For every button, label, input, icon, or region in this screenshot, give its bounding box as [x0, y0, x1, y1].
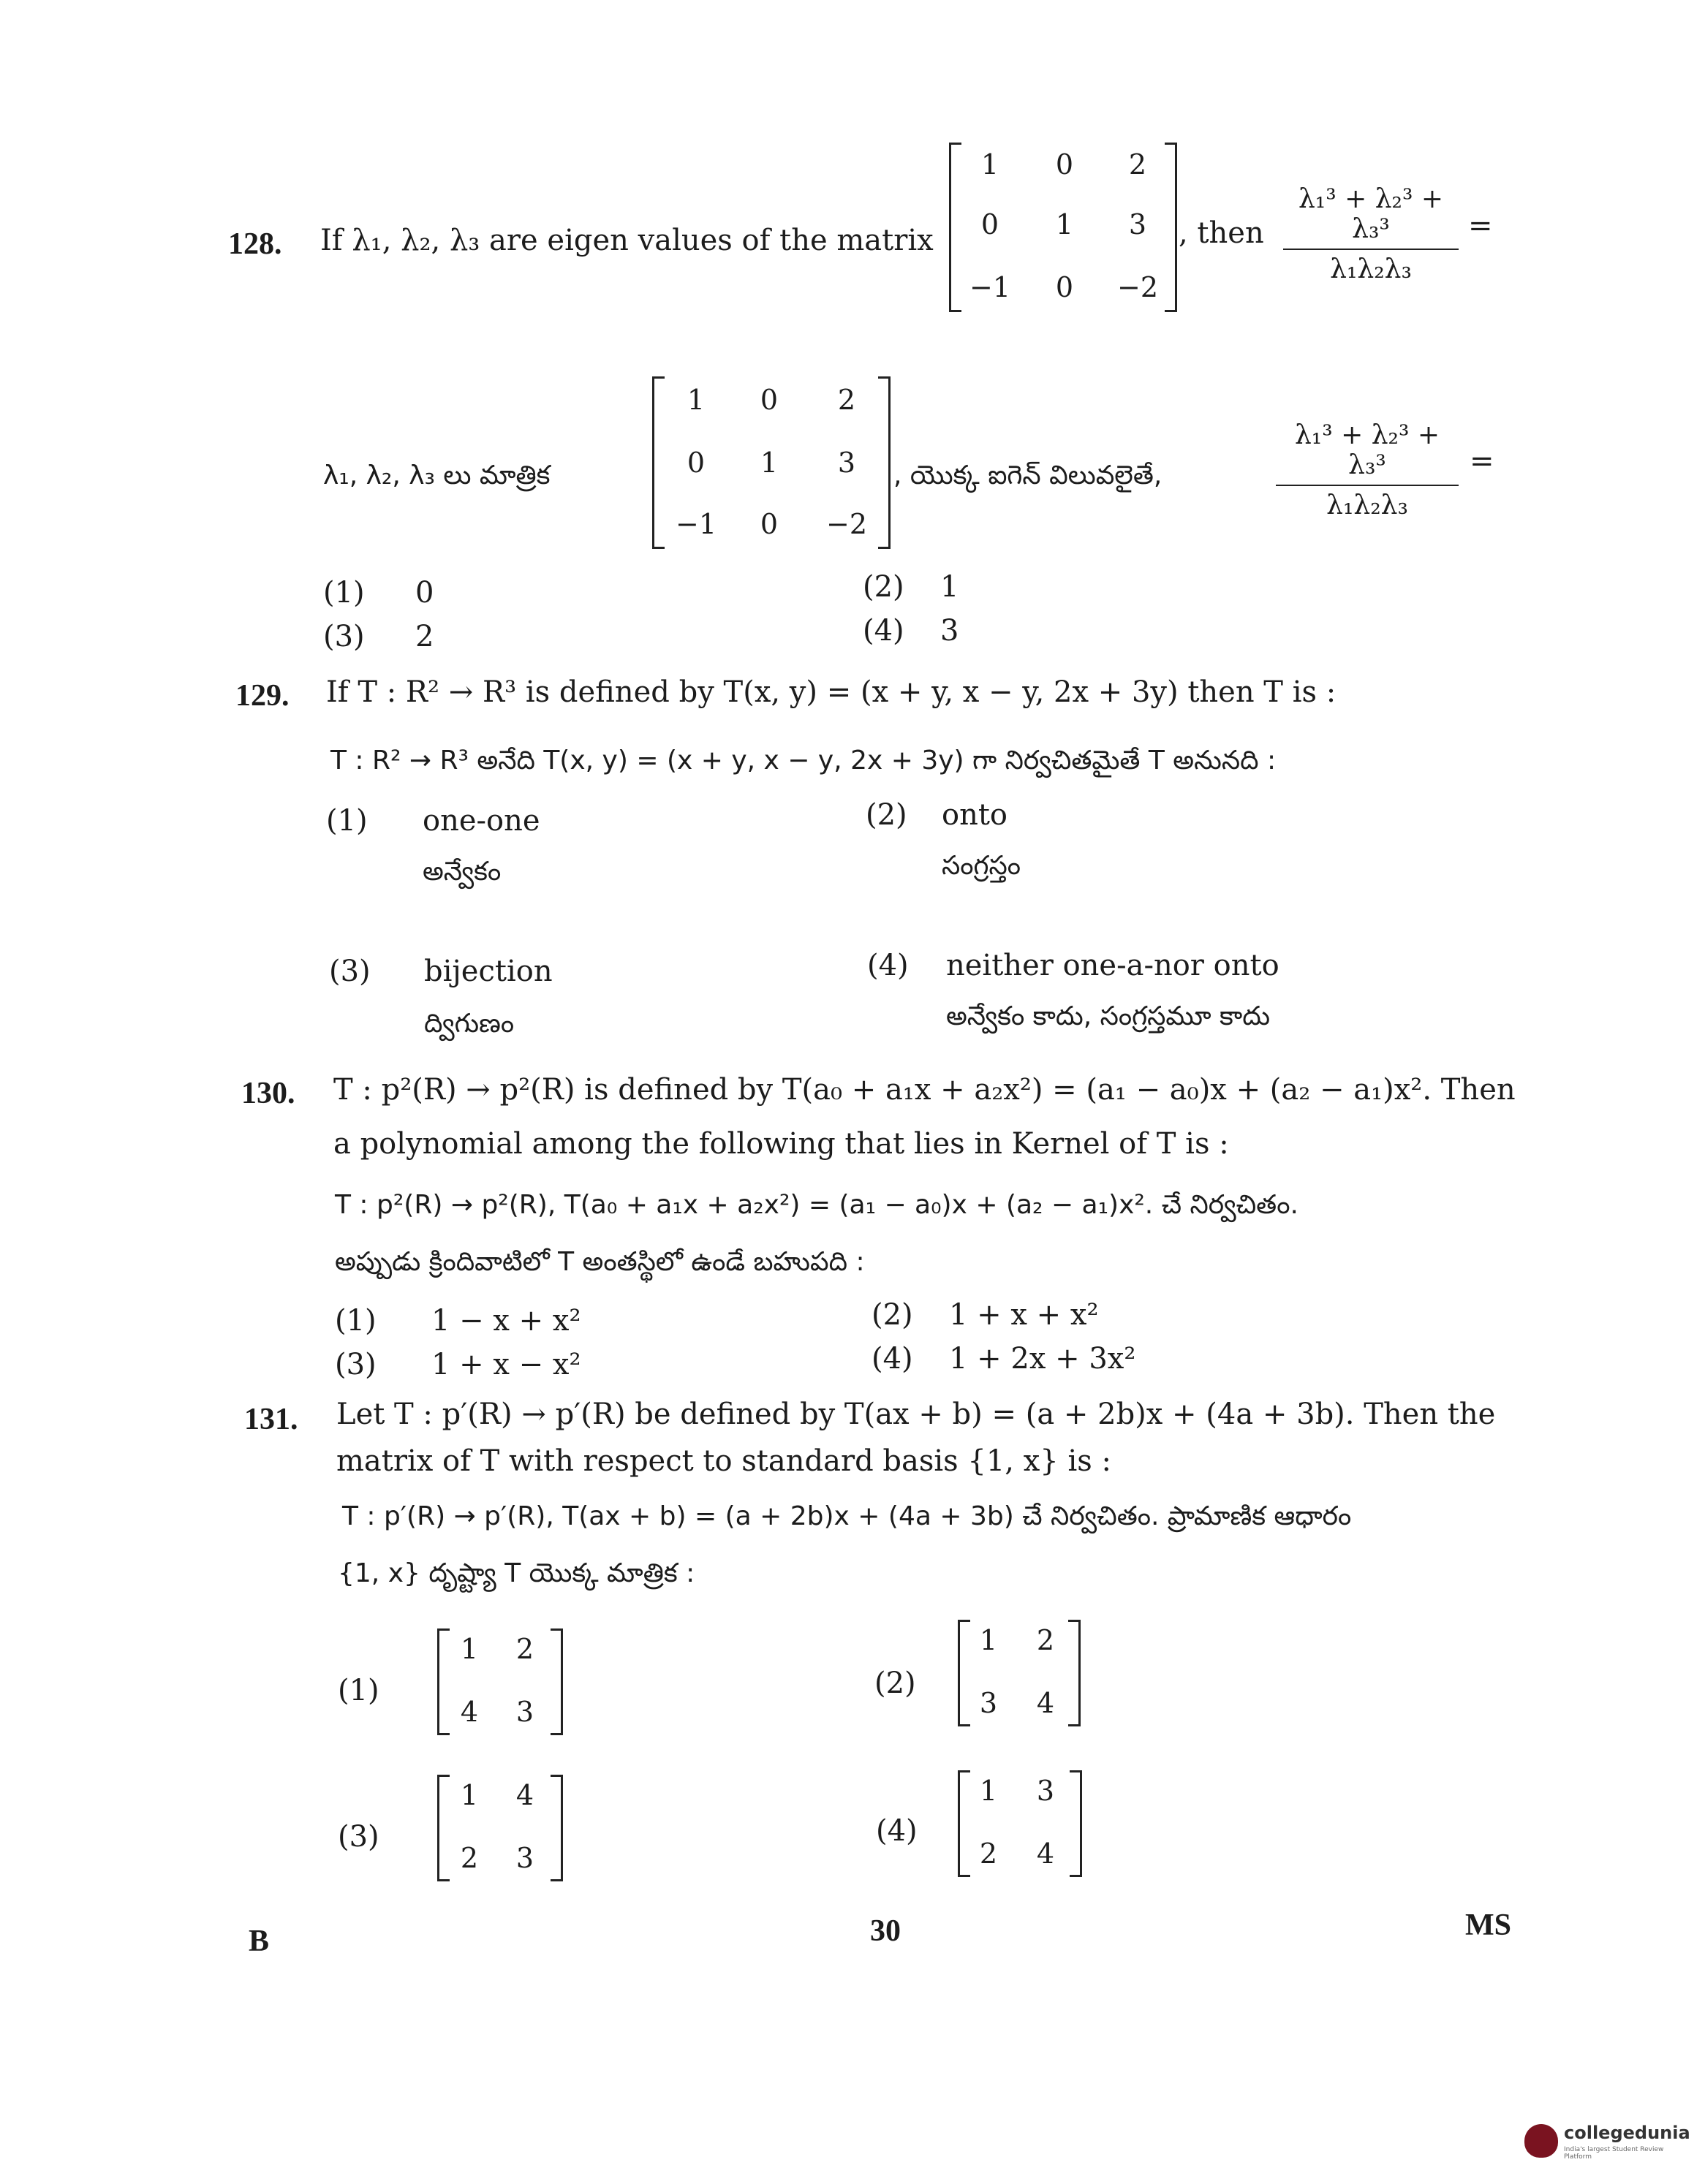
option-number: (4): [863, 614, 904, 648]
option-number: (1): [338, 1674, 379, 1707]
equals-sign: =: [1468, 209, 1493, 243]
footer-subject-code: MS: [1465, 1908, 1511, 1942]
fraction: [1283, 184, 1459, 284]
option-number: (1): [335, 1304, 377, 1338]
matrix-cell: 1: [460, 1633, 479, 1665]
question-number: 128.: [228, 227, 282, 261]
option-number: (4): [872, 1342, 913, 1376]
matrix-cell: 1: [979, 1775, 998, 1807]
question-text: T : p²(R) → p²(R) is defined by T(a₀ + a₁x + a₂x²) = (a₁ − a₀)x + (a₂ − a₁)x². Then: [333, 1073, 1516, 1107]
option-number: (3): [338, 1820, 379, 1854]
option-text: 2: [415, 620, 434, 653]
option-number: (1): [323, 576, 365, 610]
matrix-cell: 2: [1036, 1624, 1055, 1656]
matrix-cell: 3: [515, 1696, 534, 1728]
matrix-cell: 2: [837, 384, 856, 416]
matrix-cell: 3: [837, 447, 856, 479]
matrix-cell: 4: [460, 1696, 479, 1728]
question-text: a polynomial among the following that lies in Kernel of T is :: [333, 1127, 1229, 1161]
matrix: [949, 143, 1177, 312]
question-text: If T : R² → R³ is defined by T(x, y) = (x + y, x − y, 2x + 3y) then T is :: [326, 675, 1337, 709]
matrix: [652, 376, 891, 549]
matrix-cell: 1: [1055, 208, 1074, 240]
matrix-cell: 4: [1036, 1838, 1055, 1870]
option-text: 1 − x + x²: [431, 1304, 581, 1338]
option-text: onto: [942, 798, 1008, 832]
matrix: [437, 1628, 563, 1735]
option-text: 1 + 2x + 3x²: [949, 1342, 1136, 1376]
matrix-cell: 1: [979, 1624, 998, 1656]
question-text-telugu: {1, x} దృష్ట్యా T యొక్క మాత్రిక :: [338, 1558, 695, 1588]
matrix-cell: 1: [980, 148, 999, 181]
logo-brand: collegedunia: [1564, 2123, 1690, 2143]
footer-booklet-code: B: [249, 1925, 270, 1958]
question-text-telugu: λ₁, λ₂, λ₃ లు మాత్రిక: [323, 460, 551, 490]
matrix-cell: −1: [675, 508, 717, 540]
question-text-telugu: T : R² → R³ అనేది T(x, y) = (x + y, x − y, 2x + 3y) గా నిర్వచితమైతే T అనునది :: [330, 746, 1277, 776]
question-number: 131.: [244, 1403, 298, 1436]
matrix-cell: 0: [760, 384, 779, 416]
option-text: 1 + x − x²: [431, 1348, 581, 1381]
option-text: one-one: [423, 804, 540, 838]
option-number: (2): [872, 1298, 913, 1332]
question-number: 130.: [241, 1077, 295, 1110]
fraction-denominator: λ₁λ₂λ₃: [1326, 490, 1408, 520]
matrix-cell: 0: [687, 447, 706, 479]
option-number: (4): [867, 949, 909, 982]
question-text: , then: [1179, 216, 1264, 250]
fraction-denominator: λ₁λ₂λ₃: [1330, 254, 1412, 284]
option-number: (3): [335, 1348, 377, 1381]
option-text-telugu: సంగ్రస్తం: [942, 851, 1021, 881]
graduation-cap-icon: [1524, 2124, 1558, 2158]
page-number: 30: [870, 1914, 901, 1948]
matrix-cell: 2: [1128, 148, 1147, 181]
matrix: [958, 1770, 1082, 1877]
option-text: neither one-a-nor onto: [946, 949, 1279, 982]
matrix-cell: 4: [1036, 1687, 1055, 1719]
matrix-cell: 2: [515, 1633, 534, 1665]
matrix-cell: 3: [515, 1842, 534, 1874]
option-text: 3: [940, 614, 959, 648]
matrix: [437, 1775, 563, 1881]
matrix-cell: 2: [979, 1838, 998, 1870]
question-text: Let T : p′(R) → p′(R) be defined by T(ax + b) = (a + 2b)x + (4a + 3b). Then the: [336, 1398, 1496, 1431]
question-text-telugu: అప్పుడు క్రిందివాటిలో T అంతస్థిలో ఉండే బహుపది :: [335, 1247, 865, 1277]
matrix-cell: 3: [1036, 1775, 1055, 1807]
option-text: bijection: [424, 955, 553, 988]
option-number: (3): [329, 955, 371, 988]
fraction-numerator: λ₁³ + λ₂³ + λ₃³: [1283, 184, 1459, 250]
option-text-telugu: ద్విగుణం: [424, 1009, 515, 1039]
matrix-cell: −2: [825, 508, 868, 540]
matrix-cell: 1: [687, 384, 706, 416]
option-text: 1: [940, 570, 959, 604]
fraction-numerator: λ₁³ + λ₂³ + λ₃³: [1276, 420, 1459, 486]
option-number: (1): [326, 804, 368, 838]
matrix: [958, 1620, 1081, 1726]
option-text: 1 + x + x²: [949, 1298, 1099, 1332]
matrix-cell: 2: [460, 1842, 479, 1874]
matrix-cell: 4: [515, 1779, 534, 1811]
question-number: 129.: [235, 679, 290, 713]
question-text: If λ₁, λ₂, λ₃ are eigen values of the matrix: [320, 224, 934, 257]
option-number: (2): [874, 1667, 916, 1700]
option-text-telugu: అన్వేకం కాదు, సంగ్రస్తమూ కాదు: [946, 1001, 1271, 1031]
option-number: (2): [863, 570, 904, 604]
question-text-telugu: T : p′(R) → p′(R), T(ax + b) = (a + 2b)x + (4a + 3b) చే నిర్వచితం. ప్రామాణిక ఆధారం: [342, 1501, 1352, 1531]
matrix-cell: 0: [980, 208, 999, 240]
question-text: matrix of T with respect to standard basis {1, x} is :: [336, 1444, 1111, 1478]
option-text-telugu: అన్వేకం: [423, 857, 502, 887]
collegedunia-logo: [1524, 2120, 1693, 2164]
option-number: (2): [866, 798, 907, 832]
matrix-cell: −2: [1116, 271, 1159, 303]
option-number: (4): [876, 1814, 918, 1848]
matrix-cell: 0: [1055, 271, 1074, 303]
matrix-cell: 3: [979, 1687, 998, 1719]
matrix-cell: 0: [1055, 148, 1074, 181]
question-text-telugu: , యొక్క ఐగెన్ విలువలైతే,: [893, 460, 1162, 490]
matrix-cell: 0: [760, 508, 779, 540]
option-number: (3): [323, 620, 365, 653]
question-text-telugu: T : p²(R) → p²(R), T(a₀ + a₁x + a₂x²) = (a₁ − a₀)x + (a₂ − a₁)x². చే నిర్వచితం.: [335, 1190, 1298, 1220]
matrix-cell: 1: [460, 1779, 479, 1811]
matrix-cell: −1: [969, 271, 1011, 303]
logo-tagline: India's largest Student Review Platform: [1564, 2146, 1664, 2161]
option-text: 0: [415, 576, 434, 610]
matrix-cell: 3: [1128, 208, 1147, 240]
matrix-cell: 1: [760, 447, 779, 479]
equals-sign: =: [1470, 444, 1494, 478]
fraction: [1276, 420, 1459, 520]
